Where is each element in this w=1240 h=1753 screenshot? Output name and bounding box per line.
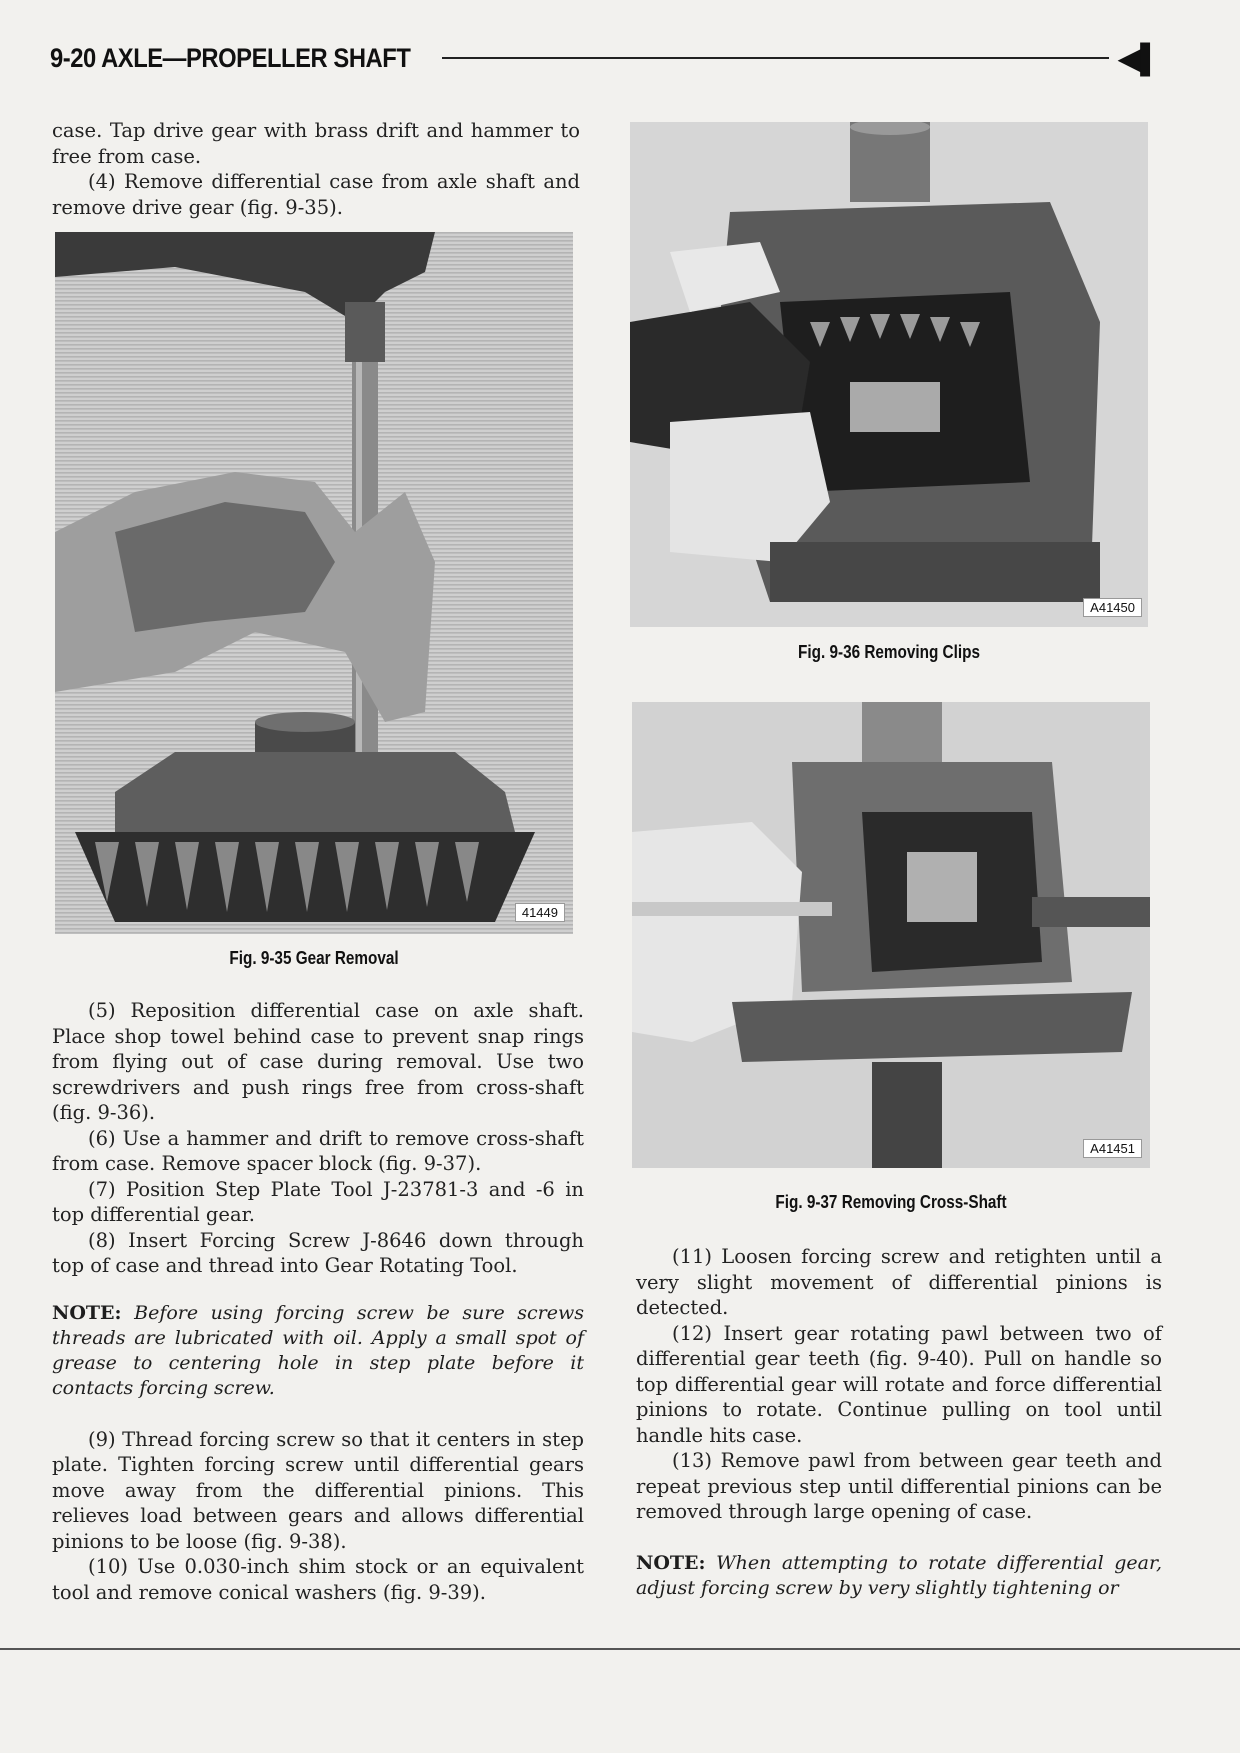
note-label: NOTE: xyxy=(636,1551,706,1574)
figure-gear-removal-photo xyxy=(55,232,573,934)
note-block xyxy=(52,1301,584,1401)
figure-caption: Fig. 9-36 Removing Clips xyxy=(798,642,980,662)
header-mark: ◀▌ xyxy=(1118,42,1160,74)
figure-caption: Fig. 9-37 Removing Cross-Shaft xyxy=(775,1192,1007,1212)
page-title: 9-20 AXLE—PROPELLER SHAFT xyxy=(50,42,411,73)
figure-removing-cross-shaft-photo xyxy=(632,702,1150,1168)
right-column-bottom xyxy=(636,1244,1162,1601)
step-5: (5) Reposition differential case on axle shaft. Place shop towel behind case to prevent snap rings from flying out of case during removal. Use two screwdrivers and push rings free from cross-shaft (fig. 9-36). xyxy=(52,999,584,1124)
figure-code: A41450 xyxy=(1083,598,1142,617)
step-13: (13) Remove pawl from between gear teeth and repeat previous step until differential pinions can be removed through large opening of case. xyxy=(636,1449,1162,1523)
paragraph-continuation: case. Tap drive gear with brass drift and hammer to free from case. xyxy=(52,119,580,168)
left-column-bottom xyxy=(52,998,584,1605)
step-6: (6) Use a hammer and drift to remove cross-shaft from case. Remove spacer block (fig. 9-37). xyxy=(52,1126,584,1175)
note-text: When attempting to rotate differential gear, adjust forcing screw by very slightly tightening or xyxy=(636,1551,1162,1599)
step-12: (12) Insert gear rotating pawl between two of differential gear teeth (fig. 9-40). Pull on handle so top differential gear will rotate and force differential pinions to rotate. Continue pulling on tool until handle hits case. xyxy=(636,1321,1162,1447)
figure-code: 41449 xyxy=(515,903,565,922)
left-column-top xyxy=(52,118,580,220)
step-11: (11) Loosen forcing screw and retighten until a very slight movement of differential pinions is detected. xyxy=(636,1245,1162,1319)
note-block xyxy=(636,1551,1162,1601)
figure-caption: Fig. 9-35 Gear Removal xyxy=(229,948,399,968)
header-rule xyxy=(442,57,1109,59)
removing-cross-shaft-illustration xyxy=(632,702,1150,1168)
step-10: (10) Use 0.030-inch shim stock or an equivalent tool and remove conical washers (fig. 9-39). xyxy=(52,1555,584,1604)
note-label: NOTE: xyxy=(52,1301,122,1324)
note-text: Before using forcing screw be sure screws threads are lubricated with oil. Apply a small spot of grease to centering hole in step plate before it contacts forcing screw. xyxy=(52,1301,585,1399)
figure-removing-clips-photo xyxy=(630,122,1148,627)
step-8: (8) Insert Forcing Screw J-8646 down through top of case and thread into Gear Rotating Tool. xyxy=(52,1228,584,1277)
step-9: (9) Thread forcing screw so that it centers in step plate. Tighten forcing screw until differential gears move away from the differential pinions. This relieves load between gears and allows differential pinions to be loose (fig. 9-38). xyxy=(52,1427,584,1553)
step-4: (4) Remove differential case from axle shaft and remove drive gear (fig. 9-35). xyxy=(52,170,580,219)
page-bottom-rule xyxy=(0,1648,1240,1650)
removing-clips-illustration xyxy=(630,122,1148,627)
page-header xyxy=(50,38,1160,78)
step-7: (7) Position Step Plate Tool J-23781-3 and -6 in top differential gear. xyxy=(52,1177,584,1226)
figure-code: A41451 xyxy=(1083,1139,1142,1158)
gear-removal-illustration xyxy=(55,232,573,934)
